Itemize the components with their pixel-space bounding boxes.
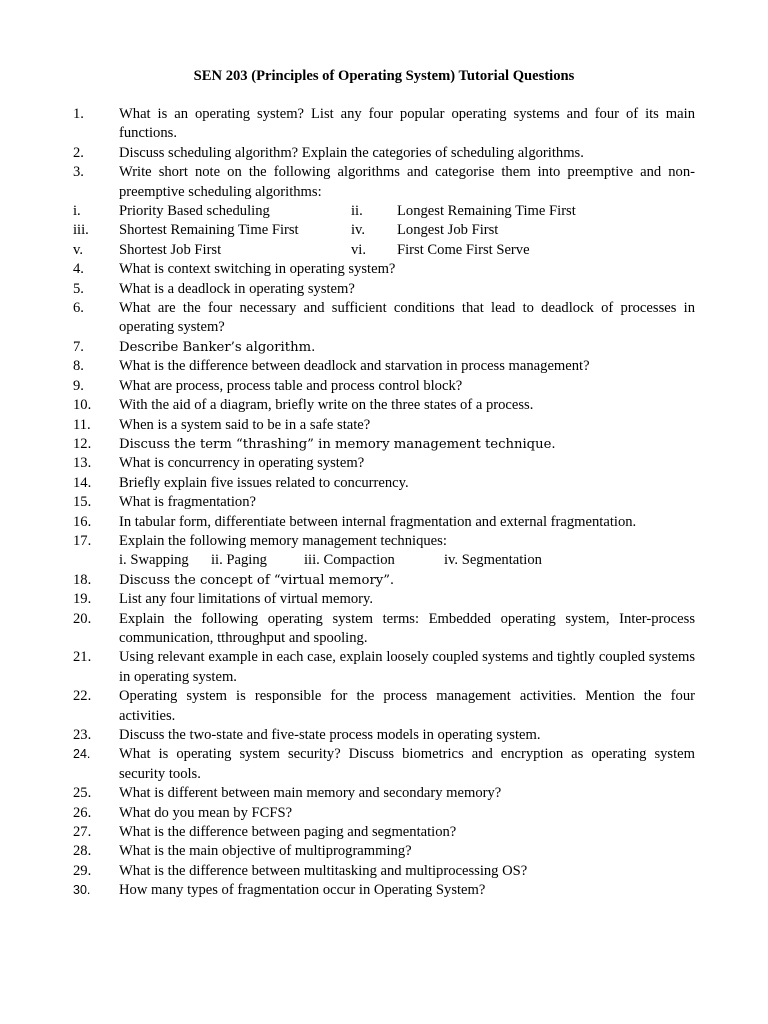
question-list	[73, 105, 695, 901]
question-text: What is different between main memory and secondary memory?	[119, 785, 502, 802]
question-item	[73, 493, 695, 512]
question-text: Operating system is responsible for the process management activities. Mention the four activities.	[119, 688, 695, 724]
question-number: 24.	[73, 747, 91, 762]
question-number: 12.	[73, 435, 92, 452]
question-item	[73, 881, 695, 900]
question-item	[73, 610, 695, 649]
question-number: 20.	[73, 610, 92, 627]
question-number: 5.	[73, 280, 84, 297]
option-text: First Come First Serve	[397, 241, 530, 258]
question-text: How many types of fragmentation occur in Operating System?	[119, 882, 486, 899]
question-number: 10.	[73, 397, 92, 414]
question-text: Briefly explain five issues related to concurrency.	[119, 474, 409, 491]
question-text: With the aid of a diagram, briefly write on the three states of a process.	[119, 397, 534, 414]
option-text: ii. Paging	[211, 552, 267, 569]
question-text: List any four limitations of virtual memory.	[119, 591, 373, 608]
question-number: 26.	[73, 804, 92, 821]
question-text: In tabular form, differentiate between internal fragmentation and external fragmentation.	[119, 513, 637, 530]
question-text: What do you mean by FCFS?	[119, 804, 293, 821]
question-item	[73, 435, 695, 454]
question-number: 19.	[73, 591, 92, 608]
question-text: Discuss scheduling algorithm? Explain the categories of scheduling algorithms.	[119, 144, 584, 161]
question-text: What is the difference between multitasking and multiprocessing OS?	[119, 862, 528, 879]
question-number: 7.	[73, 338, 84, 355]
question-item	[73, 144, 695, 163]
question-number: 17.	[73, 532, 92, 549]
question-number: 18.	[73, 571, 92, 588]
question-number: 14.	[73, 474, 92, 491]
question-item	[73, 648, 695, 687]
question-item	[73, 687, 695, 726]
q17-options-row	[73, 551, 695, 570]
option-number: ii.	[351, 203, 363, 220]
option-text: Priority Based scheduling	[119, 203, 270, 220]
question-number: 2.	[73, 144, 84, 161]
question-text: Using relevant example in each case, explain loosely coupled systems and tightly coupled systems in operating system.	[119, 649, 695, 685]
q3-options	[73, 202, 695, 260]
question-number: 13.	[73, 455, 92, 472]
option-number: v.	[73, 241, 83, 258]
question-text: What are process, process table and process control block?	[119, 377, 463, 394]
question-number: 11.	[73, 416, 91, 433]
question-number: 8.	[73, 358, 84, 375]
question-number: 22.	[73, 688, 92, 705]
question-item	[73, 299, 695, 338]
question-item	[73, 842, 695, 861]
question-text: Describe Banker’s algorithm.	[119, 339, 316, 355]
question-item	[73, 532, 695, 551]
question-text: What is an operating system? List any four popular operating systems and four of its main functions.	[119, 106, 695, 142]
question-number: 4.	[73, 261, 84, 278]
question-item	[73, 745, 695, 784]
question-number: 28.	[73, 843, 92, 860]
option-text: Shortest Remaining Time First	[119, 222, 299, 239]
question-item	[73, 590, 695, 609]
question-item	[73, 454, 695, 473]
question-number: 23.	[73, 727, 92, 743]
question-text: What is the main objective of multiprogramming?	[119, 843, 412, 860]
question-text: What is fragmentation?	[119, 494, 256, 511]
question-text: What is the difference between paging and segmentation?	[119, 824, 457, 841]
question-item	[73, 105, 695, 144]
question-text: Discuss the term “thrashing” in memory management technique.	[119, 436, 556, 452]
question-text: What is operating system security? Discuss biometrics and encryption as operating system security tools.	[119, 746, 695, 782]
question-number: 27.	[73, 824, 92, 841]
question-number: 15.	[73, 494, 92, 511]
question-item	[73, 862, 695, 881]
question-number: 30.	[73, 883, 91, 898]
question-item	[73, 804, 695, 823]
question-text: Write short note on the following algorithms and categorise them into preemptive and non-preemptive scheduling algorithms:	[119, 164, 695, 200]
question-text: What are the four necessary and sufficient conditions that lead to deadlock of processes in operating system?	[119, 300, 695, 336]
question-text: Discuss the two-state and five-state process models in operating system.	[119, 727, 541, 743]
question-text: What is concurrency in operating system?	[119, 455, 365, 472]
question-number: 1.	[73, 106, 84, 122]
option-number: vi.	[351, 241, 366, 258]
question-number: 29.	[73, 862, 92, 879]
question-item	[73, 474, 695, 493]
question-number: 3.	[73, 164, 84, 181]
option-text: Longest Remaining Time First	[397, 203, 576, 220]
question-item	[73, 513, 695, 532]
option-text: i. Swapping	[119, 552, 189, 569]
option-number: iii.	[73, 222, 89, 239]
question-item	[73, 163, 695, 202]
question-text: What is a deadlock in operating system?	[119, 280, 355, 297]
question-item	[73, 396, 695, 415]
question-item	[73, 784, 695, 803]
question-text: What is context switching in operating system?	[119, 261, 396, 278]
question-item	[73, 357, 695, 376]
question-item	[73, 726, 695, 745]
option-text: Shortest Job First	[119, 241, 222, 258]
question-item	[73, 280, 695, 299]
question-text: What is the difference between deadlock and starvation in process management?	[119, 358, 590, 375]
document-title: SEN 203 (Principles of Operating System) Tutorial Questions	[193, 68, 575, 84]
question-number: 16.	[73, 513, 92, 530]
question-text: Explain the following operating system terms: Embedded operating system, Inter-process communication, tthroughput and spooling.	[119, 610, 695, 646]
question-number: 21.	[73, 649, 92, 666]
option-text: iii. Compaction	[304, 552, 395, 569]
question-text: Discuss the concept of “virtual memory”.	[119, 572, 395, 588]
question-text: Explain the following memory management techniques:	[119, 532, 447, 549]
question-item	[73, 377, 695, 396]
question-item	[73, 338, 695, 357]
question-item	[73, 260, 695, 279]
option-number: i.	[73, 203, 81, 220]
question-number: 25.	[73, 785, 92, 802]
option-number: iv.	[351, 222, 366, 239]
question-number: 6.	[73, 300, 84, 317]
question-item	[73, 416, 695, 435]
option-text: iv. Segmentation	[444, 552, 542, 569]
question-item	[73, 823, 695, 842]
question-text: When is a system said to be in a safe state?	[119, 416, 371, 433]
question-number: 9.	[73, 377, 84, 394]
question-item	[73, 571, 695, 590]
q17-options	[119, 551, 542, 570]
option-text: Longest Job First	[397, 222, 499, 239]
